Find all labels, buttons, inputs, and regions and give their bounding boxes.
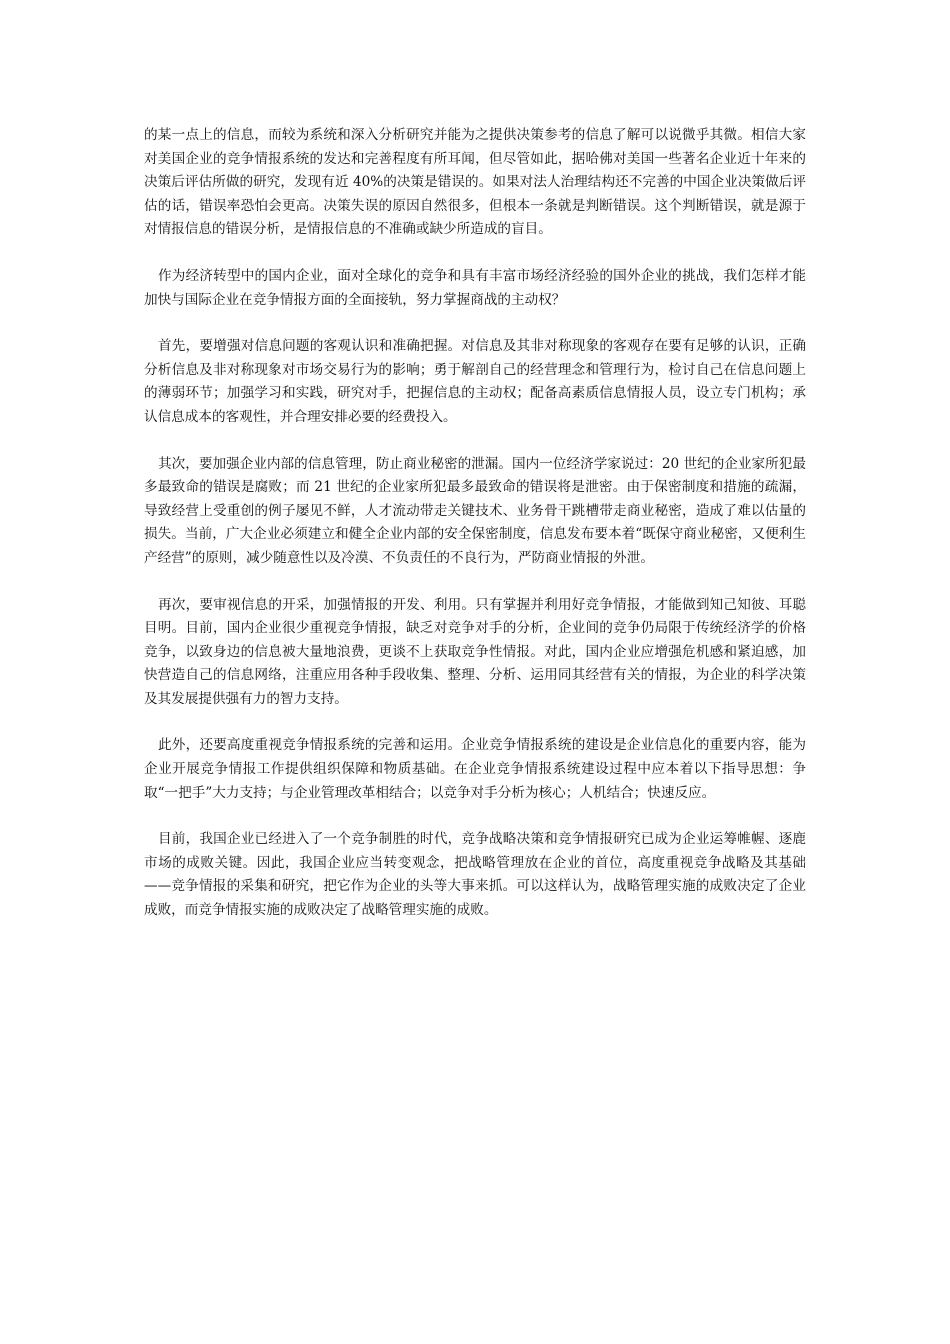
paragraph-3: 首先，要增强对信息问题的客观认识和准确把握。对信息及其非对称现象的客观存在要有足够的认识，正确分析信息及非对称现象对市场交易行为的影响；勇于解剖自己的经营理念和管理行为，检讨自己在信息问题上的薄弱环节；加强学习和实践，研究对手，把握信息的主动权；配备高素质信息情报人员，设立专门机构；承认信息成本的客观性，并合理安排必要的经费投入。 (144, 338, 806, 425)
paragraph-2: 作为经济转型中的国内企业，面对全球化的竞争和具有丰富市场经济经验的国外企业的挑战，我们怎样才能加快与国际企业在竞争情报方面的全面接轨，努力掌握商战的主动权？ (144, 267, 806, 308)
paragraph-5: 再次，要审视信息的开采，加强情报的开发、利用。只有掌握并利用好竞争情报，才能做到知己知彼、耳聪目明。目前，国内企业很少重视竞争情报，缺乏对竞争对手的分析，企业间的竞争仍局限于传统经济学的价格竞争，以致身边的信息被大量地浪费，更谈不上获取竞争性情报。对此，国内企业应增强危机感和紧迫感，加快营造自己的信息网络，注重应用各种手段收集、整理、分析、运用同其经营有关的情报，为企业的科学决策及其发展提供强有力的智力支持。 (144, 596, 806, 707)
paragraph-7: 目前，我国企业已经进入了一个竞争制胜的时代，竞争战略决策和竞争情报研究已成为企业运筹帷幄、逐鹿市场的成败关键。因此，我国企业应当转变观念，把战略管理放在企业的首位，高度重视竞争战略及其基础——竞争情报的采集和研究，把它作为企业的头等大事来抓。可以这样认为，战略管理实施的成败决定了企业成败，而竞争情报实施的成败决定了战略管理实施的成败。 (144, 831, 806, 919)
paragraph-4: 其次，要加强企业内部的信息管理，防止商业秘密的泄漏。国内一位经济学家说过：20 世纪的企业家所犯最多最致命的错误是腐败；而 21 世纪的企业家所犯最多最致命的错误将是泄密。由于保密制度和措施的疏漏，导致经营上受重创的例子屡见不鲜，人才流动带走关键技术、业务骨干跳槽带走商业秘密，造成了难以估量的损失。当前，广大企业必须建立和健全企业内部的安全保密制度，信息发布要本着“既保守商业秘密，又便利生产经营”的原则，减少随意性以及冷漠、不负责任的不良行为，严防商业情报的外泄。 (144, 455, 806, 566)
document-body (144, 124, 806, 946)
paragraph-6: 此外，还要高度重视竞争情报系统的完善和运用。企业竞争情报系统的建设是企业信息化的重要内容，能为企业开展竞争情报工作提供组织保障和物质基础。在企业竞争情报系统建设过程中应本着以下指导思想：争取“一把手”大力支持；与企业管理改革相结合；以竞争对手分析为核心；人机结合；快速反应。 (144, 737, 806, 801)
paragraph-1: 的某一点上的信息，而较为系统和深入分析研究并能为之提供决策参考的信息了解可以说微乎其微。相信大家对美国企业的竞争情报系统的发达和完善程度有所耳闻，但尽管如此，据哈佛对美国一些著名企业近十年来的决策后评估所做的研究，发现有近 40%的决策是错误的。如果对法人治理结构还不完善的中国企业决策做后评估的话，错误率恐怕会更高。决策失误的原因自然很多，但根本一条就是判断错误。这个判断错误，就是源于对情报信息的错误分析，是情报信息的不准确或缺少所造成的盲目。 (144, 127, 806, 238)
